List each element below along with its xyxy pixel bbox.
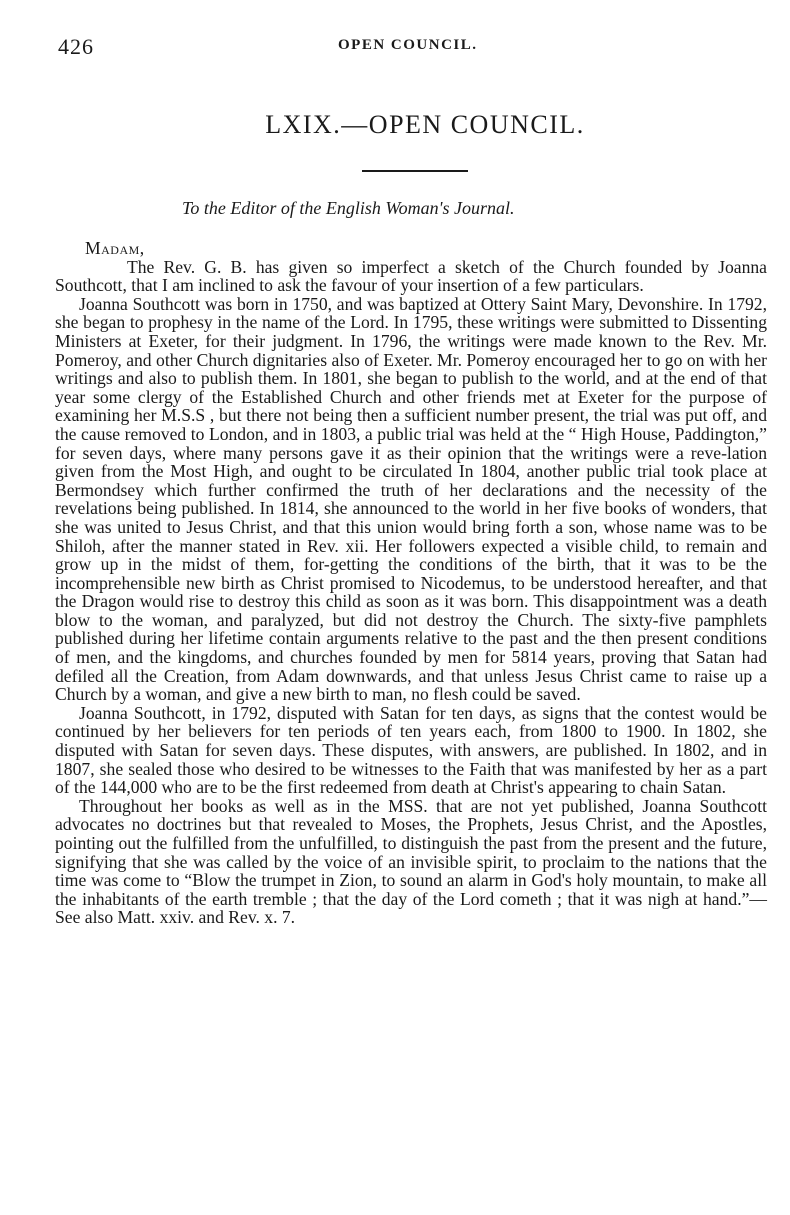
title-divider bbox=[362, 170, 468, 172]
page-number: 426 bbox=[58, 34, 94, 59]
paragraph-2: Joanna Southcott was born in 1750, and was baptized at Ottery Saint Mary, Devonshire. In 1792, she began to prophesy in the name of the Lord. In 1795, these writings were submitted to Dissenting Ministers at Exeter, for their judgment. In 1796, the writings were made known to the Rev. Mr. Pomeroy, and other Church dignitaries also of Exeter. Mr. Pomeroy encouraged her to go on with her writings and also to publish them. In 1801, she began to publish to the world, and at the end of that year some clergy of the Established Church and other friends met at Exeter for the purpose of examining her M.S.S , but there not being then a sufficient number present, the trial was put off, and the cause removed to London, and in 1803, a public trial was held at the “ High House, Paddington,” for seven days, where many persons gave it as their opinion that the writings were a reve-lation given from the Most High, and ought to be circulated In 1804, another public trial took place at Bermondsey which further confirmed the truth of her declarations and the necessity of the revelations being published. In 1814, she announced to the world in her five books of wonders, that she was united to Jesus Christ, and that this union would bring forth a son, whose name was to be Shiloh, after the manner stated in Rev. xii. Her followers expected a visible child, to remain and grow up in the midst of them, for-getting the conditions of the birth, that it was to be the incomprehensible new birth as Christ promised to Nicodemus, to be understood hereafter, and that the Dragon would rise to destroy this child as soon as it was born. This disappointment was a death blow to the woman, and paralyzed, but did not destroy the Church. The sixty-five pamphlets published during her lifetime contain arguments relative to the past and the then present conditions of men, and the kingdoms, and churches founded by men for 5814 years, proving that Satan had defiled all the Creation, from Adam downwards, and that unless Jesus Christ came to raise up a Church by a woman, and give a new birth to man, no flesh could be saved. bbox=[55, 293, 767, 705]
letter-body bbox=[55, 239, 767, 927]
article-title: LXIX.—OPEN COUNCIL. bbox=[265, 110, 585, 139]
salutation: Madam, bbox=[85, 238, 145, 258]
addressee-line: To the Editor of the English Woman's Journal. bbox=[182, 198, 515, 218]
running-head bbox=[58, 34, 768, 60]
paragraph-3: Joanna Southcott, in 1792, disputed with Satan for ten days, as signs that the contest would be continued by her believers for ten periods of ten years each, from 1800 to 1900. In 1802, she disputed with Satan for seven days. These disputes, with answers, are published. In 1802, and in 1807, she sealed those who desired to be witnesses to the Faith that was manifested by her as a part of the 144,000 who are to be the first redeemed from death at Christ's appearing to chain Satan. bbox=[55, 702, 767, 798]
paragraph-1: The Rev. G. B. has given so imperfect a sketch of the Church founded by Joanna Southcott, that I am inclined to ask the favour of your insertion of a few particulars. bbox=[55, 256, 767, 296]
running-title: OPEN COUNCIL. bbox=[338, 37, 478, 53]
paragraph-4: Throughout her books as well as in the MSS. that are not yet published, Joanna Southcott advocates no doctrines but that revealed to Moses, the Prophets, Jesus Christ, and the Apostles, pointing out the fulfilled from the unfulfilled, to distinguish the past from the present and the future, signifying that she was called by the voice of an invisible spirit, to proclaim to the nations that the time was come to “Blow the trumpet in Zion, to sound an alarm in God's holy mountain, to make all the inhabitants of the earth tremble ; that the day of the Lord cometh ; that it was nigh at hand.”—See also Matt. xxiv. and Rev. x. 7. bbox=[55, 795, 767, 928]
